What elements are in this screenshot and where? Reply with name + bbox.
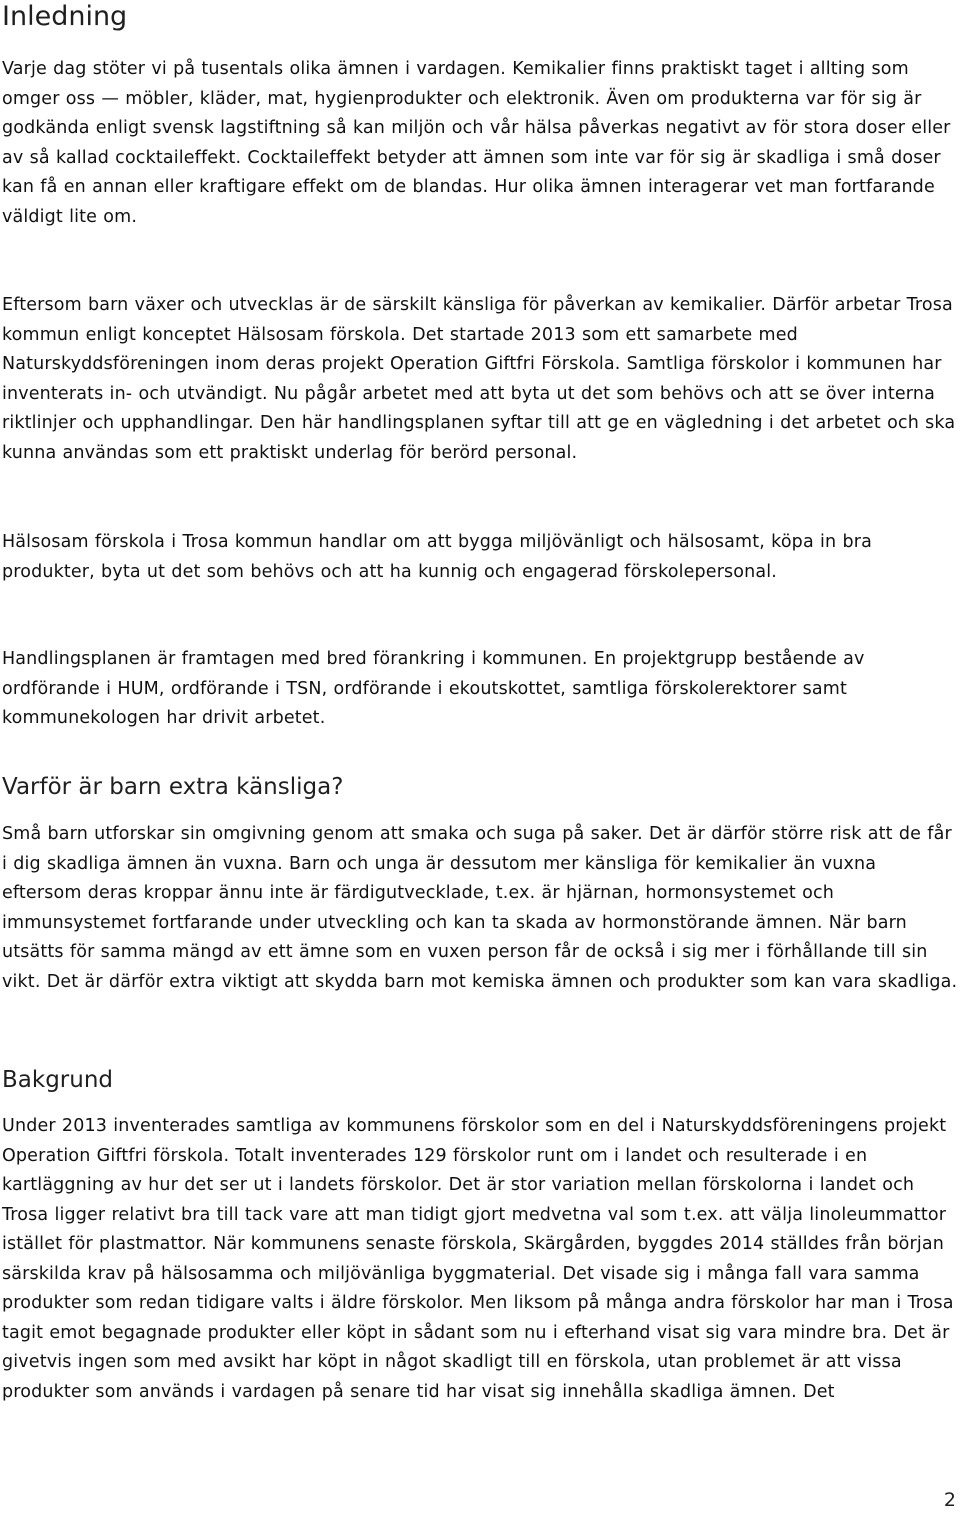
section-heading: Varför är barn extra känsliga? — [2, 774, 344, 800]
paragraph-text: Under 2013 inventerades samtliga av kommunens förskolor som en del i Naturskyddsföreningens projekt Operation Giftfri förskola. Totalt inventerades 129 förskolor runt om i landet och resulterade i en kartläggning av hur det ser ut i landets förskolor. Det är stor variation mellan förskolorna i landet och Trosa ligger relativt bra till tack vare att man tidigt gjort medvetna val som t.ex. att välja linoleummattor istället för plastmattor. När kommunens senaste förskola, Skärgården, byggdes 2014 ställdes från början särskilda krav på hälsosamma och miljövänliga byggmaterial. Det visade sig i många fall vara samma produkter som redan tidigare valts i äldre förskolor. Men liksom på många andra förskolor har man i Trosa tagit emot begagnade produkter eller köpt in sådant som nu i efterhand visat sig vara mindre bra. Det är givetvis ingen som med avsikt har köpt in något skadligt till en förskola, utan problemet är att vissa produkter som används i vardagen på senare tid har visat sig innehålla skadliga ämnen. Det — [2, 1116, 954, 1402]
paragraph-text: Eftersom barn växer och utvecklas är de särskilt känsliga för påverkan av kemikalier. Därför arbetar Trosa kommun enligt konceptet Hälsosam förskola. Det startade 2013 som ett samarbete med Naturskyddsföreningen inom deras projekt Operation Giftfri Förskola. Samtliga förskolor i kommunen har inventerats in- och utvändigt. Nu pågår arbetet med att byta ut det som behövs och att se över interna riktlinjer och upphandlingar. Den här handlingsplanen syftar till att ge en vägledning i det arbetet och ska kunna användas som ett praktiskt underlag för berörd personal. — [2, 295, 956, 463]
paragraph-eftersom — [2, 291, 958, 468]
section-heading-bakgrund — [2, 1067, 958, 1093]
paragraph-halsosam — [2, 528, 958, 587]
paragraph-varfor — [2, 820, 958, 997]
paragraph-text: Hälsosam förskola i Trosa kommun handlar om att bygga miljövänligt och hälsosamt, köpa in bra produkter, byta ut det som behövs och att ha kunnig och engagerad förskolepersonal. — [2, 532, 872, 582]
paragraph-text: Små barn utforskar sin omgivning genom att smaka och suga på saker. Det är därför större risk att de får i dig skadliga ämnen än vuxna. Barn och unga är dessutom mer känsliga för kemikalier än vuxna eftersom deras kroppar ännu inte är färdigutvecklade, t.ex. är hjärnan, hormonsystemet och immunsystemet fortfarande under utveckling och kan ta skada av hormonstörande ämnen. När barn utsätts för samma mängd av ett ämne som en vuxen person får de också i sig mer i förhållande till sin vikt. Det är därför extra viktigt att skydda barn mot kemiska ämnen och produkter som kan vara skadliga. — [2, 824, 958, 992]
paragraph-text: Varje dag stöter vi på tusentals olika ämnen i vardagen. Kemikalier finns praktiskt taget i allting som omger oss — möbler, kläder, mat, hygienprodukter och elektronik. Även om produkterna var för sig är godkända enligt svensk lagstiftning så kan miljön och vår hälsa påverkas negativt av för stora doser eller av så kallad cocktaileffekt. Cocktaileffekt betyder att ämnen som inte var för sig är skadliga i små doser kan få en annan eller kraftigare effekt om de blandas. Hur olika ämnen interagerar vet man fortfarande väldigt lite om. — [2, 59, 951, 227]
page-number: 2 — [943, 1489, 956, 1511]
section-heading-varfor — [2, 774, 958, 800]
paragraph-handlingsplanen — [2, 645, 958, 734]
section-heading: Bakgrund — [2, 1067, 114, 1093]
paragraph-intro — [2, 55, 958, 232]
page-title: Inledning — [2, 1, 128, 32]
paragraph-text: Handlingsplanen är framtagen med bred förankring i kommunen. En projektgrupp bestående av ordförande i HUM, ordförande i TSN, ordförande i ekoutskottet, samtliga förskolerektorer samt kommunekologen har drivit arbetet. — [2, 649, 865, 728]
paragraph-bakgrund — [2, 1112, 958, 1407]
